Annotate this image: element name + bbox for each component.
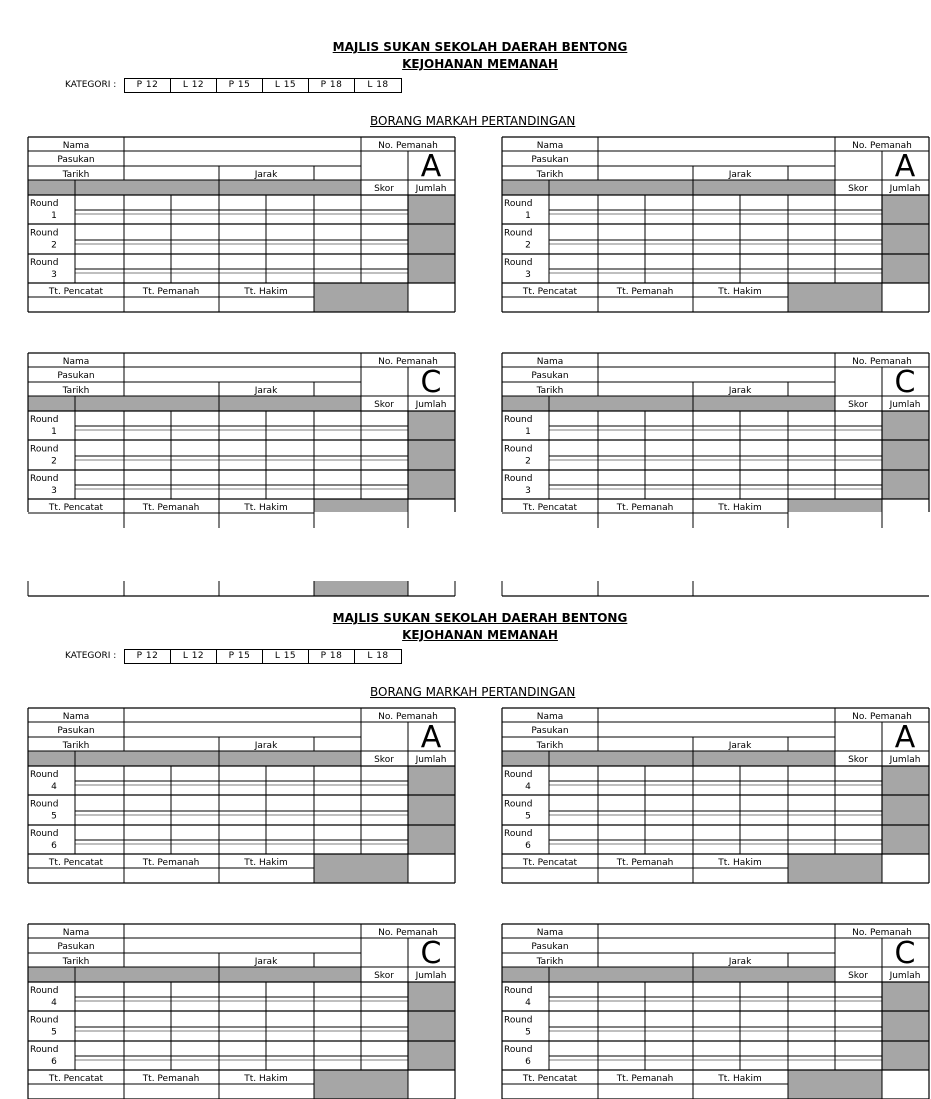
kategori-option[interactable]: P 15: [217, 79, 263, 92]
pasukan-label: Pasukan: [531, 726, 569, 736]
no-pemanah-label: No. Pemanah: [852, 712, 912, 722]
header-title-line1: MAJLIS SUKAN SEKOLAH DAERAH BENTONG: [332, 40, 628, 54]
pemanah-signature-label: Tt. Pemanah: [142, 503, 200, 513]
score-card-p2-c-left: [27, 923, 457, 1084]
round-label: Round: [30, 444, 59, 455]
round-label: Round: [30, 770, 59, 780]
nama-label: Nama: [536, 141, 564, 151]
no-pemanah-label: No. Pemanah: [852, 141, 912, 151]
jarak-label: Jarak: [254, 386, 278, 396]
no-pemanah-label: No. Pemanah: [852, 928, 912, 938]
footer-strip-right: [501, 581, 741, 597]
header-title-line2: KEJOHANAN MEMANAH: [402, 57, 558, 71]
round-number: 6: [51, 841, 57, 851]
round-number: 4: [51, 782, 57, 792]
hakim-label: Tt. Hakim: [244, 858, 288, 868]
round-label: Round: [30, 1045, 59, 1055]
skor-label: Skor: [848, 971, 868, 981]
pencatat-label: Tt. Pencatat: [522, 287, 578, 297]
kategori-option[interactable]: L 15: [263, 650, 309, 663]
round-label: Round: [504, 1045, 533, 1055]
kategori-option[interactable]: P 18: [309, 79, 355, 92]
nama-label: Nama: [536, 928, 564, 938]
kategori-option[interactable]: P 12: [125, 650, 171, 663]
round-number: 5: [525, 1027, 531, 1038]
pasukan-label: Pasukan: [57, 371, 95, 381]
tarikh-label: Tarikh: [536, 741, 564, 751]
pencatat-label: Tt. Pencatat: [48, 287, 104, 297]
round-label: Round: [30, 799, 59, 810]
pemanah-signature-label: Tt. Pemanah: [142, 287, 200, 297]
pasukan-label: Pasukan: [531, 942, 569, 952]
nama-label: Nama: [62, 357, 90, 367]
archer-letter: A: [894, 720, 916, 755]
round-number: 3: [51, 486, 57, 496]
hakim-label: Tt. Hakim: [244, 1074, 288, 1084]
archer-letter: A: [420, 149, 442, 184]
hakim-label: Tt. Hakim: [718, 858, 762, 868]
tarikh-label: Tarikh: [62, 741, 90, 751]
score-card-p1-c-right: [501, 352, 921, 513]
round-number: 6: [525, 1057, 531, 1067]
round-number: 6: [51, 1057, 57, 1067]
score-card-p1-a-left: [27, 136, 457, 312]
jarak-label: Jarak: [728, 170, 752, 180]
pasukan-label: Pasukan: [57, 726, 95, 736]
jumlah-label: Jumlah: [889, 400, 921, 410]
round-number: 4: [525, 782, 531, 792]
no-pemanah-label: No. Pemanah: [378, 357, 438, 367]
round-number: 3: [525, 486, 531, 496]
jumlah-label: Jumlah: [415, 971, 447, 981]
kategori-option[interactable]: L 18: [367, 651, 389, 661]
skor-label: Skor: [374, 755, 394, 765]
archer-letter: C: [894, 365, 916, 400]
score-card-p1-a-right: [501, 136, 921, 312]
jumlah-label: Jumlah: [889, 184, 921, 194]
archer-letter: C: [420, 936, 442, 971]
round-label: Round: [504, 829, 533, 839]
round-number: 2: [51, 456, 57, 467]
pencatat-label: Tt. Pencatat: [522, 858, 578, 868]
no-pemanah-label: No. Pemanah: [852, 357, 912, 367]
no-pemanah-label: No. Pemanah: [378, 141, 438, 151]
round-number: 1: [51, 427, 57, 437]
round-number: 4: [51, 998, 57, 1008]
round-number: 2: [525, 456, 531, 467]
archer-letter: C: [894, 936, 916, 971]
score-card-p2-c-right: [501, 923, 921, 1084]
pemanah-signature-label: Tt. Pemanah: [616, 858, 674, 868]
round-label: Round: [504, 799, 533, 810]
round-label: Round: [30, 986, 59, 996]
jarak-label: Jarak: [728, 386, 752, 396]
no-pemanah-label: No. Pemanah: [378, 712, 438, 722]
jarak-label: Jarak: [254, 741, 278, 751]
jumlah-label: Jumlah: [415, 184, 447, 194]
nama-label: Nama: [536, 357, 564, 367]
skor-label: Skor: [848, 400, 868, 410]
kategori-option[interactable]: L 12: [171, 79, 217, 92]
archer-letter: A: [894, 149, 916, 184]
round-label: Round: [504, 228, 533, 239]
kategori-option[interactable]: P 18: [309, 650, 355, 663]
kategori-option[interactable]: L 15: [263, 79, 309, 92]
kategori-option[interactable]: L 12: [171, 650, 217, 663]
tarikh-label: Tarikh: [62, 170, 90, 180]
pencatat-label: Tt. Pencatat: [522, 503, 578, 513]
round-label: Round: [504, 770, 533, 780]
tarikh-label: Tarikh: [536, 170, 564, 180]
round-number: 5: [51, 1027, 57, 1038]
round-label: Round: [30, 228, 59, 239]
kategori-label: KATEGORI :: [65, 651, 117, 661]
jarak-label: Jarak: [254, 170, 278, 180]
pasukan-label: Pasukan: [531, 155, 569, 165]
round-label: Round: [504, 258, 533, 268]
header-title-line2: KEJOHANAN MEMANAH: [402, 628, 558, 642]
pasukan-label: Pasukan: [531, 371, 569, 381]
round-number: 1: [525, 427, 531, 437]
jumlah-label: Jumlah: [889, 755, 921, 765]
round-label: Round: [30, 829, 59, 839]
round-number: 2: [51, 240, 57, 251]
hakim-label: Tt. Hakim: [718, 287, 762, 297]
round-label: Round: [30, 415, 59, 425]
round-number: 5: [525, 811, 531, 822]
pasukan-label: Pasukan: [57, 155, 95, 165]
round-label: Round: [504, 199, 533, 209]
footer-strip-left: [27, 581, 457, 597]
round-label: Round: [30, 474, 59, 484]
hakim-label: Tt. Hakim: [718, 1074, 762, 1084]
archer-letter: A: [420, 720, 442, 755]
kategori-option[interactable]: L 18: [367, 80, 389, 90]
pemanah-signature-label: Tt. Pemanah: [142, 858, 200, 868]
round-label: Round: [30, 1015, 59, 1026]
pemanah-signature-label: Tt. Pemanah: [616, 503, 674, 513]
round-number: 5: [51, 811, 57, 822]
round-label: Round: [504, 474, 533, 484]
jumlah-label: Jumlah: [415, 400, 447, 410]
score-card-p1-c-left: [27, 352, 457, 512]
round-label: Round: [504, 444, 533, 455]
skor-label: Skor: [848, 184, 868, 194]
jarak-label: Jarak: [254, 957, 278, 967]
no-pemanah-label: No. Pemanah: [378, 928, 438, 938]
kategori-option[interactable]: P 12: [125, 79, 171, 92]
kategori-label: KATEGORI :: [65, 80, 117, 90]
archer-letter: C: [420, 365, 442, 400]
pemanah-signature-label: Tt. Pemanah: [616, 1074, 674, 1084]
nama-label: Nama: [62, 141, 90, 151]
jarak-label: Jarak: [728, 957, 752, 967]
pencatat-label: Tt. Pencatat: [48, 858, 104, 868]
score-card-p2-a-right: [501, 707, 921, 883]
round-number: 1: [51, 211, 57, 221]
jarak-label: Jarak: [728, 741, 752, 751]
skor-label: Skor: [374, 971, 394, 981]
skor-label: Skor: [374, 400, 394, 410]
tarikh-label: Tarikh: [536, 386, 564, 396]
jumlah-label: Jumlah: [415, 755, 447, 765]
kategori-boxes: [124, 649, 402, 664]
round-number: 3: [525, 270, 531, 280]
form-title: BORANG MARKAH PERTANDINGAN: [370, 114, 576, 128]
round-label: Round: [504, 986, 533, 996]
hakim-label: Tt. Hakim: [244, 503, 288, 513]
nama-label: Nama: [62, 928, 90, 938]
tarikh-label: Tarikh: [62, 957, 90, 967]
round-label: Round: [504, 415, 533, 425]
nama-label: Nama: [62, 712, 90, 722]
pencatat-label: Tt. Pencatat: [48, 503, 104, 513]
jumlah-label: Jumlah: [889, 971, 921, 981]
pencatat-label: Tt. Pencatat: [48, 1074, 104, 1084]
kategori-option[interactable]: P 15: [217, 650, 263, 663]
round-label: Round: [30, 199, 59, 209]
nama-label: Nama: [536, 712, 564, 722]
score-card-p2-a-left: [27, 707, 457, 883]
kategori-boxes: [124, 78, 402, 93]
hakim-label: Tt. Hakim: [244, 287, 288, 297]
round-number: 6: [525, 841, 531, 851]
skor-label: Skor: [848, 755, 868, 765]
form-title: BORANG MARKAH PERTANDINGAN: [370, 685, 576, 699]
tarikh-label: Tarikh: [62, 386, 90, 396]
pemanah-signature-label: Tt. Pemanah: [616, 287, 674, 297]
pemanah-signature-label: Tt. Pemanah: [142, 1074, 200, 1084]
round-number: 3: [51, 270, 57, 280]
round-number: 1: [525, 211, 531, 221]
pasukan-label: Pasukan: [57, 942, 95, 952]
hakim-label: Tt. Hakim: [718, 503, 762, 513]
round-number: 4: [525, 998, 531, 1008]
tarikh-label: Tarikh: [536, 957, 564, 967]
round-label: Round: [504, 1015, 533, 1026]
header-title-line1: MAJLIS SUKAN SEKOLAH DAERAH BENTONG: [332, 611, 628, 625]
round-number: 2: [525, 240, 531, 251]
skor-label: Skor: [374, 184, 394, 194]
pencatat-label: Tt. Pencatat: [522, 1074, 578, 1084]
round-label: Round: [30, 258, 59, 268]
